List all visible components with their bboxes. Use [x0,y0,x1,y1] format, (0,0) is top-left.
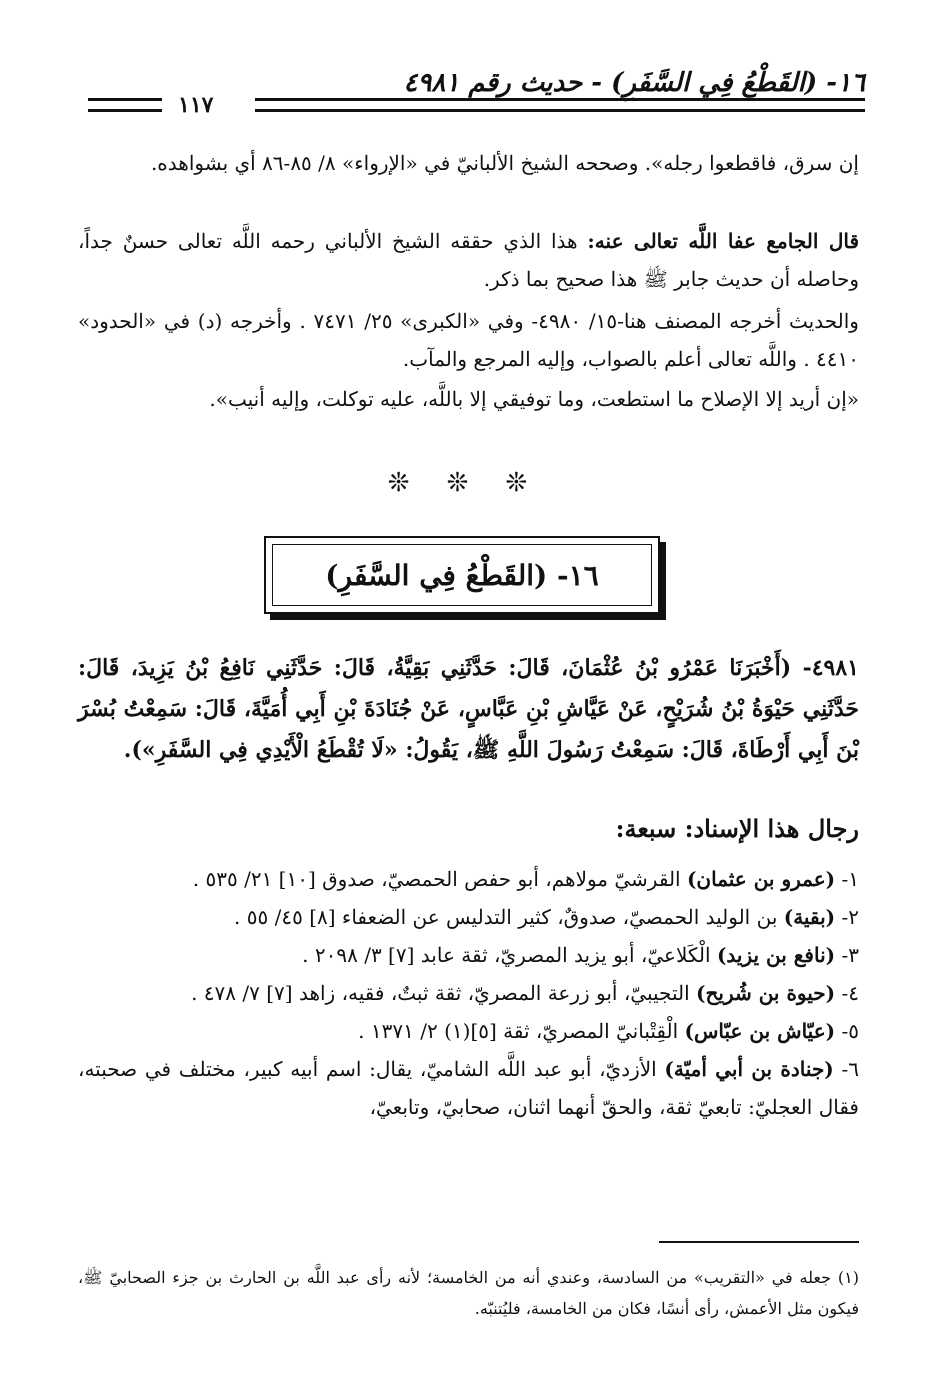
narrator-item: ٥- (عيّاش بن عبّاس) الْقِتْبانيّ المصريّ، ثقة [٥](١) ٢/ ١٣٧١ . [358,1019,859,1043]
paragraph-compiler-note [78,222,859,298]
footnote-rule [659,1241,859,1243]
narrator-name: (بقية) [783,905,836,929]
narrator-name: (نافع بن يزيد) [716,943,836,967]
page-number: ١١٧ [178,92,214,118]
narrator-name: (جنادة بن أبي أميّة) [664,1057,834,1081]
paragraph-closing-verse: «إن أريد إلا الإصلاح ما استطعت، وما توفيقي إلا باللَّه، عليه توكلت، وإليه أنيب». [209,387,859,411]
footnote: (١) جعله في «التقريب» من السادسة، وعندي أنه من الخامسة؛ لأنه رأى عبد اللَّه بن الحارث بن جزء الصحابيّ ﷺ، فيكون مثل الأعمش، رأى أنسًا، فكان من الخامسة، فليُتنبّه. [78,1268,860,1318]
narrator-item: ٣- (نافع بن يزيد) الْكَلاعيّ، أبو يزيد المصريّ، ثقة عابد [٧] ٣/ ٢٠٩٨ . [302,943,859,967]
narrator-item: ١- (عمرو بن عثمان) القرشيّ مولاهم، أبو حفص الحمصيّ، صدوق [١٠] ٢١/ ٥٣٥ . [192,867,859,891]
narrator-item: ٢- (بقية) بن الوليد الحمصيّ، صدوقٌ، كثير التدليس عن الضعفاء [٨] ٤٥/ ٥٥ . [234,905,859,929]
chapter-title: ١٦- (القَطْعُ فِي السَّفَرِ) [272,544,652,606]
header-double-rule [255,98,865,112]
running-header-title: ١٦- (القَطْعُ فِي السَّفَرِ) - حديث رقم ٤٩٨١ [403,68,865,98]
narrator-name: (عيّاش بن عبّاس) [684,1019,836,1043]
narrators-list [78,860,859,1126]
header-short-double-rule [88,98,162,112]
narrator-name: (عمرو بن عثمان) [686,867,836,891]
chapter-title-box [264,536,660,614]
compiler-note-lead: قال الجامع عفا اللَّه تعالى عنه: [587,229,860,253]
paragraph-takhrij: والحديث أخرجه المصنف هنا-١٥/ ٤٩٨٠- وفي «الكبرى» ٢٥/ ٧٤٧١ . وأخرجه (د) في «الحدود» ٤٤١٠ . واللَّه تعالى أعلم بالصواب، وإليه المرجع والمآب. [78,309,859,371]
paragraph-continuation: إن سرق، فاقطعوا رجله». وصححه الشيخ الألبانيّ في «الإرواء» ٨/ ٨٥-٨٦ أي بشواهده. [150,151,859,175]
narrator-item: ٦- (جنادة بن أبي أميّة) الأزديّ، أبو عبد اللَّه الشاميّ، يقال: اسم أبيه كبير، مختلف في صحبته، فقال العجليّ: تابعيّ ثقة، والحقّ أنهما اثنان، صحابيّ، وتابعيّ، [78,1057,859,1119]
section-separator-stars: ❊ ❊ ❊ [387,468,542,498]
narrator-name: (حيوة بن شُريح) [696,981,836,1005]
narrators-heading: رجال هذا الإسناد: سبعة: [615,814,859,843]
narrator-item: ٤- (حيوة بن شُريح) التجيبيّ، أبو زرعة المصريّ، ثقة ثبتٌ، فقيه، زاهد [٧] ٧/ ٤٧٨ . [191,981,859,1005]
hadith-text: ٤٩٨١- (أَخْبَرَنَا عَمْرُو بْنُ عُثْمَانَ، قَالَ: حَدَّثَنِي بَقِيَّةُ، قَالَ: حَدَّثَنِي نَافِعُ بْنُ يَزِيدَ، قَالَ: حَدَّثَنِي حَيْوَةُ بْنُ شُرَيْحٍ، عَنْ عَيَّاشِ بْنِ عَبَّاسٍ، عَنْ جُنَادَةَ بْنِ أَبِي أُمَيَّةَ، قَالَ: سَمِعْتُ بُسْرَ بْنَ أَبِي أَرْطَاةَ، قَالَ: سَمِعْتُ رَسُولَ اللَّهِ ﷺ، يَقُولُ: «لَا تُقْطَعُ الْأَيْدِي فِي السَّفَرِ»). [78,655,859,763]
compiler-note-body: هذا الذي حققه الشيخ الألباني رحمه اللَّه تعالى حسنٌ جداً، وحاصله أن حديث جابر ﷺ هذا صحيح بما ذكر. [78,229,859,291]
